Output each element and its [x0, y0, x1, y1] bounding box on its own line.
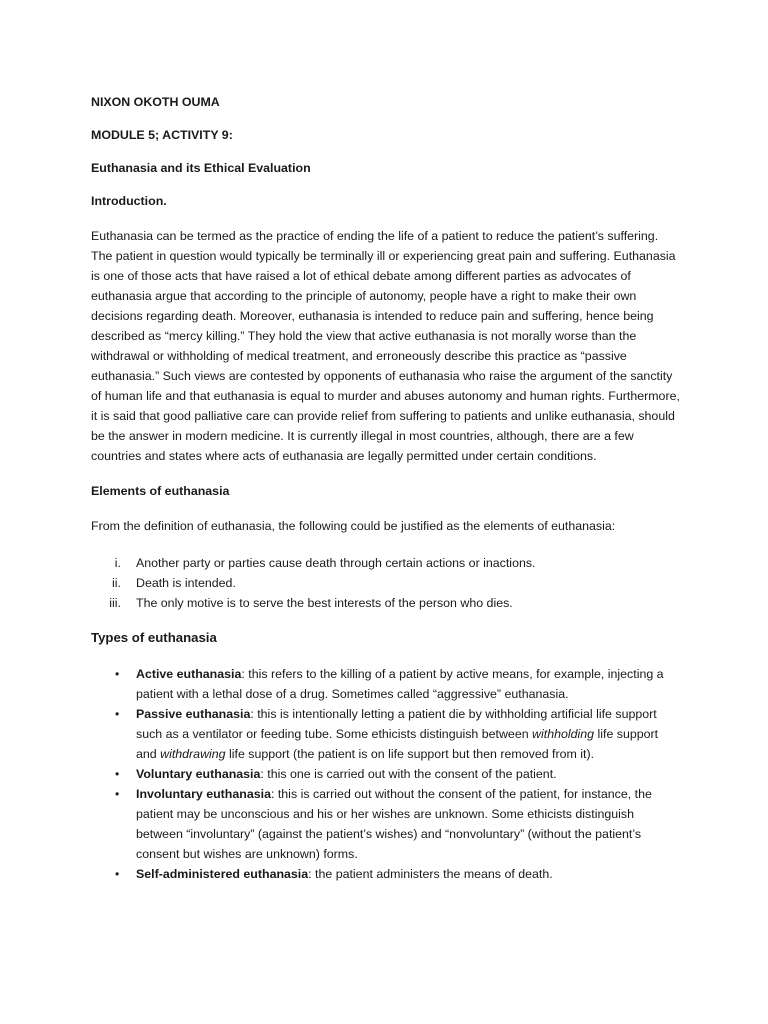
type-voluntary	[91, 764, 680, 784]
type-term: Self-administered euthanasia	[136, 867, 309, 881]
bullet-icon: •	[115, 707, 120, 721]
introduction-paragraph: Euthanasia can be termed as the practice of ending the life of a patient to reduce the patient’s suffering. The patient in question would typically be terminally ill or experiencing great pain and suffering. Euthanasia is one of those acts that have raised a lot of ethical debate among different parties as advocates of euthanasia argue that according to the principle of autonomy, people have a right to make their own decisions regarding death. Moreover, euthanasia is intended to reduce pain and suffering, hence being described as “mercy killing.” They hold the view that active euthanasia is not morally worse than the withdrawal or withholding of medical treatment, and erroneously describe this practice as “passive euthanasia.” Such views are contested by opponents of euthanasia who raise the argument of the sanctity of human life and that euthanasia is equal to murder and abuses autonomy and human rights. Furthermore, it is said that good palliative care can provide relief from suffering to patients and unlike euthanasia, should be the answer in modern medicine. It is currently illegal in most countries, although, there are a few countries and states where acts of euthanasia are legally permitted under certain conditions.	[91, 229, 680, 463]
author-name: NIXON OKOTH OUMA	[91, 95, 220, 109]
type-term: Involuntary euthanasia	[136, 787, 271, 801]
type-description: : this one is carried out with the consent of the patient.	[260, 767, 557, 781]
document-title: Euthanasia and its Ethical Evaluation	[91, 161, 311, 175]
introduction-heading: Introduction.	[91, 194, 167, 208]
list-item-number: i.	[114, 556, 121, 570]
type-term: Voluntary euthanasia	[136, 767, 261, 781]
list-item-number: iii.	[109, 596, 121, 610]
elements-intro: From the definition of euthanasia, the following could be justified as the elements of euthanasia:	[91, 519, 616, 533]
bullet-icon: •	[115, 667, 120, 681]
list-item-text: The only motive is to serve the best interests of the person who dies.	[136, 596, 513, 610]
module-label: MODULE 5; ACTIVITY 9:	[91, 128, 233, 142]
type-description: : this is carried out without the consent of the patient, for instance, the patient may be unconscious and his or her wishes are unknown. Some ethicists distinguish between “involuntary” (against the patient’s wishes) and “nonvoluntary” (without the patient’s consent but wishes are unknown) forms.	[136, 787, 652, 861]
type-term: Passive euthanasia	[136, 707, 251, 721]
type-description: life support (the patient is on life support but then removed from it).	[225, 747, 595, 761]
emphasis-text: withdrawing	[160, 747, 226, 761]
list-item-text: Another party or parties cause death through certain actions or inactions.	[136, 556, 536, 570]
type-self-administered	[91, 864, 680, 884]
type-description: : the patient administers the means of death.	[308, 867, 553, 881]
bullet-icon: •	[115, 767, 120, 781]
list-item	[91, 593, 680, 613]
types-list	[91, 664, 680, 884]
elements-list	[91, 553, 680, 613]
list-item-number: ii.	[112, 576, 121, 590]
type-passive	[91, 704, 680, 764]
list-item-text: Death is intended.	[136, 576, 236, 590]
type-description: : this refers to the killing of a patient by active means, for example, injecting a patient with a lethal dose of a drug. Sometimes called “aggressive” euthanasia.	[136, 667, 664, 701]
list-item	[91, 573, 680, 593]
type-description: life support and	[136, 727, 659, 761]
elements-heading: Elements of euthanasia	[91, 484, 230, 498]
emphasis-text: withholding	[532, 727, 595, 741]
bullet-icon: •	[115, 867, 120, 881]
type-description: : this is intentionally letting a patient die by withholding artificial life support such as a ventilator or feeding tube. Some ethicists distinguish between	[136, 707, 657, 741]
type-active	[91, 664, 680, 704]
bullet-icon: •	[115, 787, 120, 801]
type-term: Active euthanasia	[136, 667, 242, 681]
type-involuntary	[91, 784, 680, 864]
list-item	[91, 553, 680, 573]
types-heading: Types of euthanasia	[91, 630, 217, 645]
